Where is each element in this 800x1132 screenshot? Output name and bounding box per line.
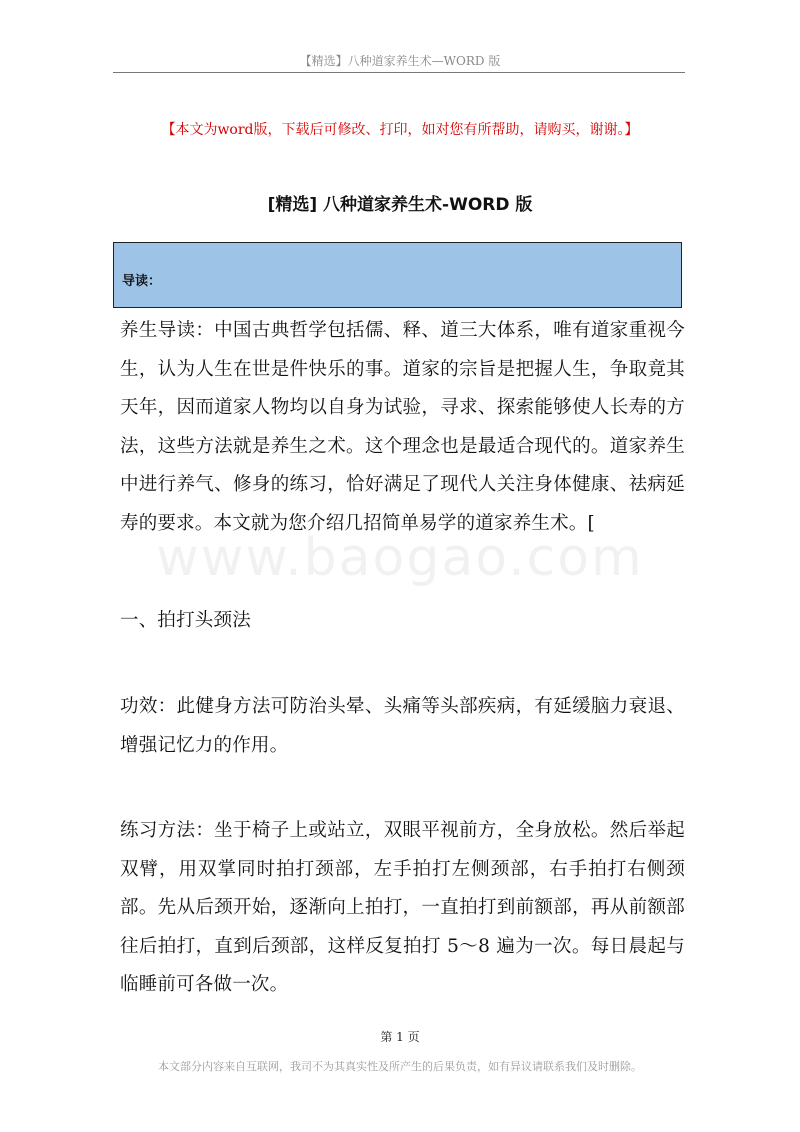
watermark: www.baogao.com xyxy=(156,528,644,588)
guide-box xyxy=(113,242,682,308)
method-paragraph: 练习方法：坐于椅子上或站立，双眼平视前方，全身放松。然后举起双臂，用双掌同时拍打颈部，左手拍打左侧颈部，右手拍打右侧颈部。先从后颈开始，逐渐向上拍打，一直拍打到前额部，再从前额部往后拍打，直到后颈部，这样反复拍打 5～8 遍为一次。每日晨起与临睡前可各做一次。 xyxy=(120,820,685,995)
document-title: [精选] 八种道家养生术-WORD 版 xyxy=(267,195,533,215)
page-footer: 本文部分内容来自互联网，我司不为其真实性及所产生的后果负责，如有异议请联系我们及时删除。 xyxy=(158,1060,642,1073)
guide-label: 导读： xyxy=(122,274,162,289)
page-number: 第 1 页 xyxy=(380,1030,420,1044)
purchase-notice: 【本文为word版，下载后可修改、打印，如对您有所帮助，请购买，谢谢。】 xyxy=(161,122,639,138)
intro-paragraph: 养生导读：中国古典哲学包括儒、释、道三大体系，唯有道家重视今生，认为人生在世是件快乐的事。道家的宗旨是把握人生，争取竟其天年，因而道家人物均以自身为试验，寻求、探索能够使人长寿的方法，这些方法就是养生之术。这个理念也是最适合现代的。道家养生中进行养气、修身的练习，恰好满足了现代人关注身体健康、祛病延寿的要求。本文就为您介绍几招简单易学的道家养生术。[ xyxy=(120,320,685,534)
page-header: 【精选】八种道家养生术—WORD 版 xyxy=(299,54,501,68)
effect-paragraph: 功效：此健身方法可防治头晕、头痛等头部疾病，有延缓脑力衰退、增强记忆力的作用。 xyxy=(120,696,685,756)
header-divider xyxy=(113,72,685,73)
section-heading: 一、拍打头颈法 xyxy=(120,610,251,631)
